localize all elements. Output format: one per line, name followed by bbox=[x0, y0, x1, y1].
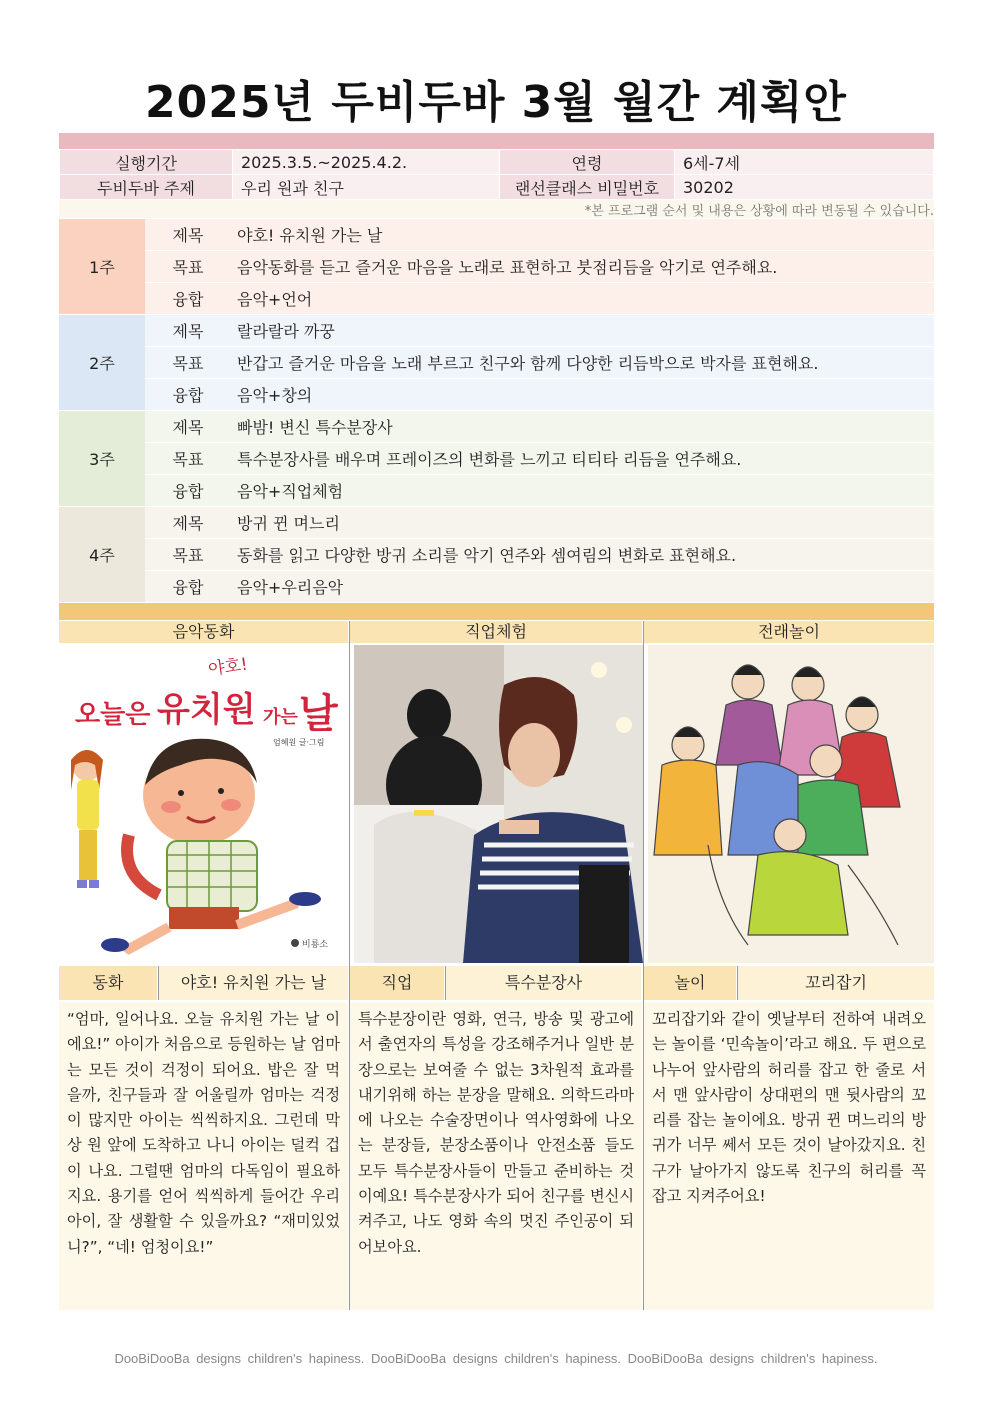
week-row bbox=[59, 571, 934, 603]
makeup-artist-photo bbox=[354, 645, 643, 963]
column-divider bbox=[643, 621, 644, 1310]
week-row bbox=[59, 251, 934, 283]
theme-value: 우리 원과 친구 bbox=[233, 175, 500, 200]
week-field-label: 제목 bbox=[145, 507, 231, 539]
tail-catching-painting bbox=[648, 645, 934, 963]
week-field-label: 목표 bbox=[145, 347, 231, 379]
schedule-note: *본 프로그램 순서 및 내용은 상황에 따라 변동될 수 있습니다. bbox=[59, 200, 934, 218]
week-field-value: 반갑고 즐거운 마음을 노래 부르고 친구와 함께 다양한 리듬박으로 박자를 표현해요. bbox=[231, 347, 934, 379]
week-field-label: 융합 bbox=[145, 475, 231, 507]
password-label: 랜선클래스 비밀번호 bbox=[500, 175, 675, 200]
week-field-label: 목표 bbox=[145, 251, 231, 283]
week-field-value: 동화를 읽고 다양한 방귀 소리를 악기 연주와 셈여림의 변화로 표현해요. bbox=[231, 539, 934, 571]
book-publisher: 비룡소 bbox=[302, 940, 329, 950]
week-field-value: 음악+직업체험 bbox=[231, 475, 934, 507]
age-value: 6세-7세 bbox=[675, 150, 934, 175]
info-table bbox=[59, 149, 934, 200]
book-title-c: 가는 bbox=[263, 707, 298, 728]
book-cover-image bbox=[59, 645, 348, 963]
week-field-label: 제목 bbox=[145, 219, 231, 251]
week-block bbox=[59, 219, 934, 315]
play-text: 꼬리잡기와 같이 옛날부터 전하여 내려오는 놀이를 ‘민속놀이’라고 해요. 두 편으로 나누어 앞사람의 허리를 잡고 한 줄로 서서 맨 앞사람이 상대편의 맨 뒷사람의 꼬리를 잡는 놀이에요. 방귀 뀐 며느리의 방귀가 너무 쎄서 모든 것이 날아갔지요. 친구가 날아가지 않도록 친구의 허리를 꼭 잡고 지켜주어요! bbox=[644, 1002, 934, 1310]
week-field-label: 목표 bbox=[145, 443, 231, 475]
tail-catching-illustration bbox=[648, 645, 934, 963]
footer-slogan: DooBiDooBa designs children's hapiness. DooBiDooBa designs children's hapiness. DooBiDooBa designs children's hapiness. bbox=[114, 1351, 878, 1366]
week-row bbox=[59, 507, 934, 539]
job-label: 직업 bbox=[350, 966, 444, 1000]
book-cover-illustration bbox=[59, 645, 348, 963]
week-field-label: 융합 bbox=[145, 379, 231, 411]
job-experience-header: 직업체험 bbox=[350, 621, 642, 643]
week-field-value: 빠밤! 변신 특수분장사 bbox=[231, 411, 934, 443]
week-field-value: 방귀 뀐 며느리 bbox=[231, 507, 934, 539]
week-row bbox=[59, 315, 934, 347]
subheader-divider bbox=[158, 966, 159, 1000]
week-field-value: 야호! 유치원 가는 날 bbox=[231, 219, 934, 251]
week-field-label: 제목 bbox=[145, 315, 231, 347]
week-row bbox=[59, 443, 934, 475]
music-story-header: 음악동화 bbox=[59, 621, 348, 643]
week-row bbox=[59, 539, 934, 571]
book-title-d: 날 bbox=[299, 691, 338, 737]
book-author: 엄혜원 글·그림 bbox=[273, 738, 325, 747]
book-title-b: 유치원 bbox=[157, 690, 256, 730]
girl-figure bbox=[71, 750, 103, 888]
week-row bbox=[59, 475, 934, 507]
week-field-value: 특수분장사를 배우며 프레이즈의 변화를 느끼고 티티타 리듬을 연주해요. bbox=[231, 443, 934, 475]
story-name: 야호! 유치원 가는 날 bbox=[159, 966, 348, 1000]
boy-figure bbox=[101, 739, 321, 952]
week-number: 4주 bbox=[59, 507, 145, 603]
play-name: 꼬리잡기 bbox=[738, 966, 934, 1000]
makeup-artist-illustration bbox=[354, 645, 643, 963]
password-value: 30202 bbox=[675, 175, 934, 200]
week-field-value: 음악+언어 bbox=[231, 283, 934, 315]
play-label: 놀이 bbox=[644, 966, 736, 1000]
theme-label: 두비두바 주제 bbox=[60, 175, 233, 200]
story-text: “엄마, 일어나요. 오늘 유치원 가는 날 이에요!” 아이가 처음으로 등원하는 날 엄마는 모든 것이 걱정이 되어요. 밥은 잘 먹을까, 친구들과 잘 어울릴까 엄마는 걱정이 많지만 아이는 씩씩하지요. 그런데 막상 원 앞에 도착하고 나니 아이는 덜컥 겁이 나요. 그럴땐 엄마의 다독임이 필요하지요. 용기를 얻어 씩씩하게 들어간 우리 아이, 잘 생활할 수 있을까요? “재미있었니?”, “네! 엄청이요!” bbox=[59, 1002, 348, 1310]
subheader-divider bbox=[737, 966, 738, 1000]
week-field-label: 목표 bbox=[145, 539, 231, 571]
section-band bbox=[59, 603, 934, 620]
week-field-value: 음악+우리음악 bbox=[231, 571, 934, 603]
job-name: 특수분장사 bbox=[446, 966, 641, 1000]
week-block bbox=[59, 411, 934, 507]
week-field-value: 음악동화를 듣고 즐거운 마음을 노래로 표현하고 붓점리듬을 악기로 연주해요. bbox=[231, 251, 934, 283]
page-title: 2025년 두비두바 3월 월간 계획안 bbox=[145, 77, 847, 128]
column-divider bbox=[349, 621, 350, 1310]
traditional-play-header: 전래놀이 bbox=[644, 621, 934, 643]
subheader-divider bbox=[445, 966, 446, 1000]
header-band bbox=[59, 133, 934, 149]
week-block bbox=[59, 315, 934, 411]
week-number: 2주 bbox=[59, 315, 145, 411]
week-block bbox=[59, 507, 934, 603]
week-row bbox=[59, 283, 934, 315]
job-text: 특수분장이란 영화, 연극, 방송 및 광고에서 출연자의 특성을 강조해주거나 일반 분장으로는 보여줄 수 없는 3차원적 효과를 내기위해 하는 분장을 말해요. 의학드라마에 나오는 수술장면이나 역사영화에 나오는 분장들, 분장소품이나 안전소품 들도 모두 특수분장사들이 만들고 준비하는 것이예요! 특수분장사가 되어 친구를 변신시켜주고, 나도 영화 속의 멋진 주인공이 되어보아요. bbox=[350, 1002, 642, 1310]
book-title-a: 오늘은 bbox=[75, 700, 151, 730]
story-label: 동화 bbox=[59, 966, 157, 1000]
week-row bbox=[59, 347, 934, 379]
week-field-value: 랄라랄라 까꿍 bbox=[231, 315, 934, 347]
period-label: 실행기간 bbox=[60, 150, 233, 175]
week-field-label: 융합 bbox=[145, 571, 231, 603]
week-row bbox=[59, 411, 934, 443]
week-number: 1주 bbox=[59, 219, 145, 315]
week-number: 3주 bbox=[59, 411, 145, 507]
week-field-value: 음악+창의 bbox=[231, 379, 934, 411]
week-row bbox=[59, 379, 934, 411]
period-value: 2025.3.5.~2025.4.2. bbox=[233, 150, 500, 175]
week-row bbox=[59, 219, 934, 251]
book-yaho-text: 야호! bbox=[206, 654, 249, 680]
week-field-label: 제목 bbox=[145, 411, 231, 443]
age-label: 연령 bbox=[500, 150, 675, 175]
week-field-label: 융합 bbox=[145, 283, 231, 315]
